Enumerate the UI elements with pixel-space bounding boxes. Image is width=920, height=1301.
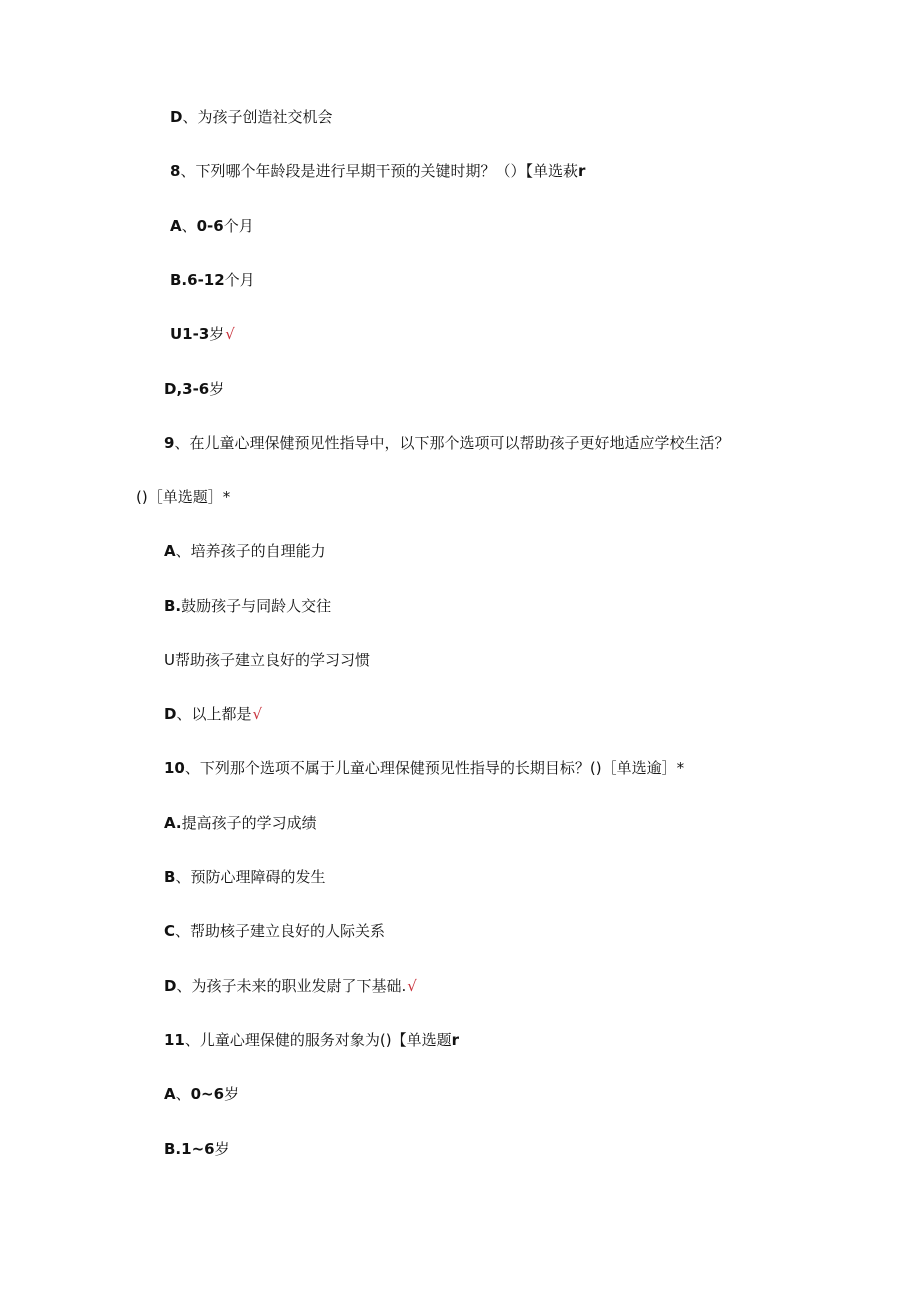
option-b-q11 bbox=[164, 1139, 230, 1159]
option-letter: B. bbox=[164, 597, 182, 615]
option-c-q8 bbox=[170, 324, 235, 344]
option-text: 岁 bbox=[214, 1140, 230, 1158]
option-text: 提高孩子的学习成绩 bbox=[181, 814, 317, 832]
option-letter: U1-3 bbox=[170, 325, 210, 343]
option-text: 个月 bbox=[224, 271, 255, 289]
option-text: 、预防心理障碍的发生 bbox=[175, 868, 326, 886]
check-mark-icon: √ bbox=[407, 977, 417, 995]
question-number: 9 bbox=[164, 434, 175, 452]
check-mark-icon: √ bbox=[225, 325, 235, 343]
option-letter: D bbox=[164, 705, 177, 723]
option-range: 0~6 bbox=[190, 1085, 225, 1103]
option-letter: A bbox=[170, 217, 182, 235]
option-text: U帮助孩子建立良好的学习习惯 bbox=[164, 651, 370, 669]
option-c-q10 bbox=[164, 921, 385, 941]
option-letter: B.6-12 bbox=[170, 271, 225, 289]
option-b-q10 bbox=[164, 867, 325, 887]
question-text: 、在儿童心理保健预见性指导中，以下那个选项可以帮助孩子更好地适应学校生活？ bbox=[174, 434, 730, 452]
option-a-q11 bbox=[164, 1084, 239, 1104]
question-number: 8 bbox=[170, 162, 181, 180]
option-text: 、帮助核子建立良好的人际关系 bbox=[175, 922, 386, 940]
option-letter: D bbox=[170, 108, 183, 126]
option-separator: 、 bbox=[181, 217, 197, 235]
option-letter: C bbox=[164, 922, 176, 940]
option-c-q9 bbox=[164, 650, 370, 670]
option-text: 岁 bbox=[224, 1085, 240, 1103]
option-a-q8 bbox=[170, 216, 254, 236]
option-letter: B bbox=[164, 868, 176, 886]
option-text: 个月 bbox=[223, 217, 254, 235]
option-letter: A bbox=[164, 1085, 176, 1103]
question-text: 、儿童心理保健的服务对象为()【单选题 bbox=[184, 1031, 452, 1049]
option-text: 岁 bbox=[209, 380, 225, 398]
option-text: 、以上都是 bbox=[176, 705, 252, 723]
question-9 bbox=[164, 433, 729, 453]
option-a-q9 bbox=[164, 541, 326, 561]
option-letter: A bbox=[164, 542, 176, 560]
option-text: 、为孩子未来的职业发尉了下基础. bbox=[176, 977, 407, 995]
question-10 bbox=[164, 758, 684, 778]
option-letter: B.1~6 bbox=[164, 1140, 215, 1158]
question-11 bbox=[164, 1030, 459, 1050]
question-text: 、下列那个选项不属于儿童心理保健预见性指导的长期目标？()［单选逾］* bbox=[184, 759, 685, 777]
option-letter: D bbox=[164, 977, 177, 995]
option-b-q8 bbox=[170, 270, 255, 290]
option-range: 0-6 bbox=[196, 217, 224, 235]
question-number: 10 bbox=[164, 759, 185, 777]
option-text: 、为孩子创造社交机会 bbox=[182, 108, 333, 126]
question-text: 、下列哪个年龄段是进行早期干预的关键时期？（）【单选萩 bbox=[180, 162, 578, 180]
question-8 bbox=[170, 161, 585, 181]
option-letter: D,3-6 bbox=[164, 380, 210, 398]
option-d-q7 bbox=[170, 107, 332, 127]
option-text: 、培养孩子的自理能力 bbox=[175, 542, 326, 560]
option-d-q8 bbox=[164, 379, 224, 399]
question-number: 11 bbox=[164, 1031, 185, 1049]
option-d-q9 bbox=[164, 704, 262, 724]
option-text: 鼓励孩子与同龄人交往 bbox=[181, 597, 332, 615]
option-text: 岁 bbox=[209, 325, 225, 343]
question-suffix: r bbox=[577, 162, 586, 180]
check-mark-icon: √ bbox=[252, 705, 263, 723]
question-type-text: ()［单选题］* bbox=[136, 488, 231, 506]
option-b-q9 bbox=[164, 596, 331, 616]
option-d-q10 bbox=[164, 976, 417, 996]
option-separator: 、 bbox=[175, 1085, 191, 1103]
question-suffix: r bbox=[451, 1031, 459, 1049]
option-letter: A. bbox=[164, 814, 182, 832]
question-9-continuation bbox=[136, 487, 230, 507]
option-a-q10 bbox=[164, 813, 317, 833]
